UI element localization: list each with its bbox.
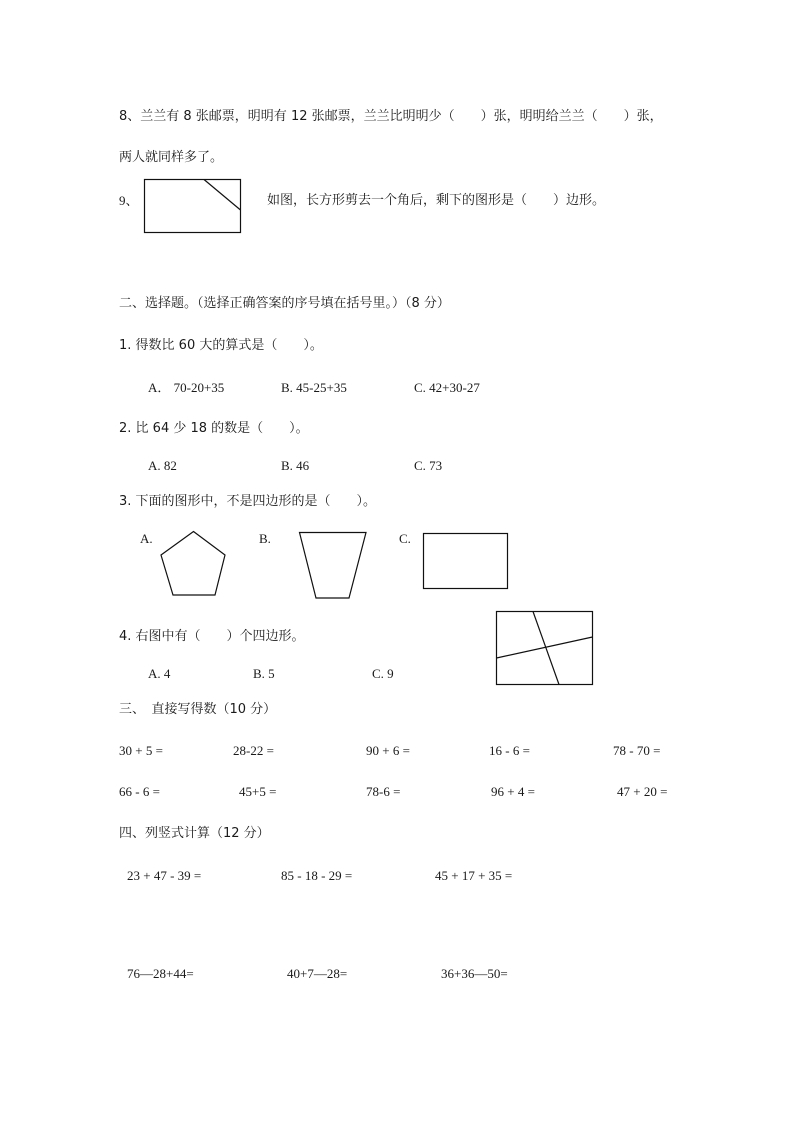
choice-q2-option-b: B. 46 — [281, 458, 310, 473]
oral-calc-9: 96 + 4 = — [491, 784, 535, 799]
choice-q3-stem: 3. 下面的图形中，不是四边形的是（ ）。 — [119, 494, 377, 509]
oral-calc-10: 47 + 20 = — [617, 784, 668, 799]
oral-calc-3: 90 + 6 = — [366, 743, 410, 758]
rectangle-shape — [423, 533, 509, 590]
oral-calc-2: 28-22 = — [233, 743, 274, 758]
vertical-calc-5: 40+7—28= — [287, 966, 348, 981]
oral-calc-4: 16 - 6 = — [489, 743, 530, 758]
vertical-calc-1: 23 + 47 - 39 = — [127, 868, 202, 883]
divided-rectangle-figure — [496, 611, 594, 686]
oral-calc-6: 66 - 6 = — [119, 784, 160, 799]
vertical-calc-2: 85 - 18 - 29 = — [281, 868, 353, 883]
section-3-title: 三、 直接写得数（10 分） — [119, 702, 277, 717]
section-4-title: 四、列竖式计算（12 分） — [119, 826, 270, 841]
oral-calc-8: 78-6 = — [366, 784, 401, 799]
vertical-calc-6: 36+36—50= — [441, 966, 508, 981]
vertical-calc-3: 45 + 17 + 35 = — [435, 868, 513, 883]
oral-calc-7: 45+5 = — [239, 784, 277, 799]
choice-q2-option-c: C. 73 — [414, 458, 443, 473]
choice-q3-option-a: A. — [140, 531, 153, 546]
oral-calc-1: 30 + 5 = — [119, 743, 163, 758]
choice-q2-option-a: A. 82 — [148, 458, 177, 473]
trapezoid-shape — [299, 532, 369, 600]
choice-q3-option-c: C. — [399, 531, 411, 546]
question-9-number: 9、 — [119, 193, 139, 208]
vertical-calc-4: 76—28+44= — [127, 966, 194, 981]
choice-q1-option-a: A． 70-20+35 — [148, 380, 225, 395]
pentagon-shape — [160, 531, 228, 597]
choice-q4-option-a: A. 4 — [148, 666, 171, 681]
oral-calc-5: 78 - 70 = — [613, 743, 661, 758]
choice-q4-option-c: C. 9 — [372, 666, 394, 681]
choice-q3-option-b: B. — [259, 531, 271, 546]
choice-q1-option-b: B. 45-25+35 — [281, 380, 347, 395]
question-8-line2: 两人就同样多了。 — [119, 150, 224, 165]
question-9-text: 如图，长方形剪去一个角后，剩下的图形是（ ）边形。 — [267, 193, 606, 208]
choice-q4-stem: 4. 右图中有（ ）个四边形。 — [119, 629, 305, 644]
choice-q1-stem: 1. 得数比 60 大的算式是（ ）。 — [119, 338, 323, 353]
choice-q2-stem: 2. 比 64 少 18 的数是（ ）。 — [119, 421, 309, 436]
cut-rectangle-figure — [144, 179, 242, 235]
choice-q4-option-b: B. 5 — [253, 666, 275, 681]
question-8-line1: 8、兰兰有 8 张邮票，明明有 12 张邮票，兰兰比明明少（ ）张，明明给兰兰（ ）张， — [119, 109, 663, 124]
section-2-title: 二、选择题。（选择正确答案的序号填在括号里。）（8 分） — [119, 296, 450, 311]
choice-q1-option-c: C. 42+30-27 — [414, 380, 480, 395]
